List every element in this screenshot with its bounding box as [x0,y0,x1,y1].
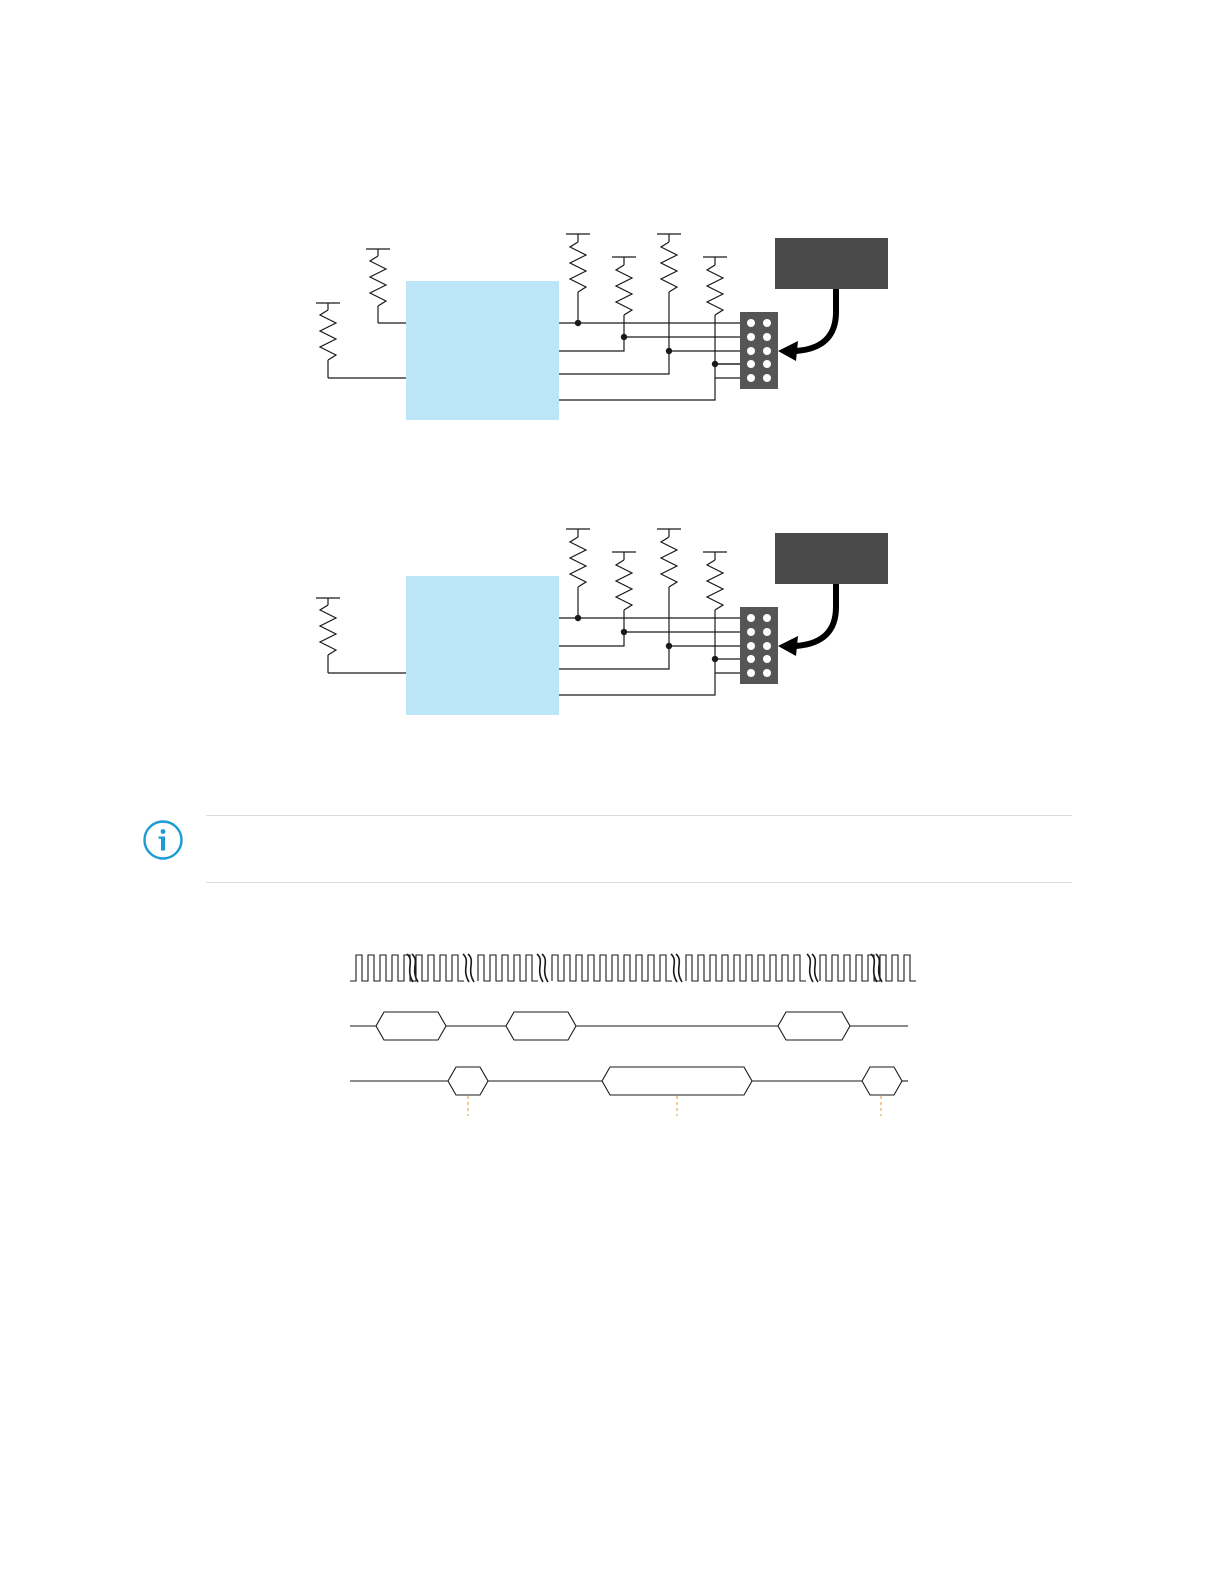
note-bottom-rule [206,882,1072,883]
pull-up-resistor-left-1 [316,303,406,378]
signal-wires [559,323,740,400]
clock-pulses [350,955,916,981]
break-squiggle-icon [671,954,682,982]
junction-dots [575,320,718,367]
external-device-block [775,238,888,289]
timing-diagram [340,944,920,1124]
clock-waveform [350,954,916,982]
break-squiggle-icon [537,954,548,982]
break-squiggle-icon [807,954,818,982]
note-block [140,814,1072,886]
signal-wires [559,618,740,695]
info-icon [141,818,185,862]
curved-arrow-icon [778,289,836,361]
device-block [406,281,559,420]
curved-arrow-icon [778,584,836,656]
schematic-figure-1 [300,222,900,432]
pull-up-resistor-right-3 [657,529,681,646]
data-row-2 [350,1067,908,1095]
event-markers [468,1096,881,1116]
pull-up-resistor-right-1 [566,529,590,618]
external-device-block [775,533,888,584]
pull-up-resistor-left-2 [366,249,406,323]
schematic-figure-2 [300,517,900,727]
pull-up-resistor-right-3 [657,234,681,351]
pull-up-resistor-left-1 [316,598,406,673]
pull-up-resistor-right-2 [612,257,636,337]
connector-pin-header [740,312,778,389]
device-block [406,576,559,715]
pull-up-resistor-right-2 [612,552,636,632]
note-top-rule [206,815,1072,816]
pull-up-resistor-right-4 [703,552,727,659]
data-row-1 [350,1012,908,1040]
break-squiggle-icon [463,954,474,982]
pull-up-resistor-right-4 [703,257,727,364]
connector-pin-header [740,607,778,684]
junction-dots [575,615,718,662]
pull-up-resistor-right-1 [566,234,590,323]
